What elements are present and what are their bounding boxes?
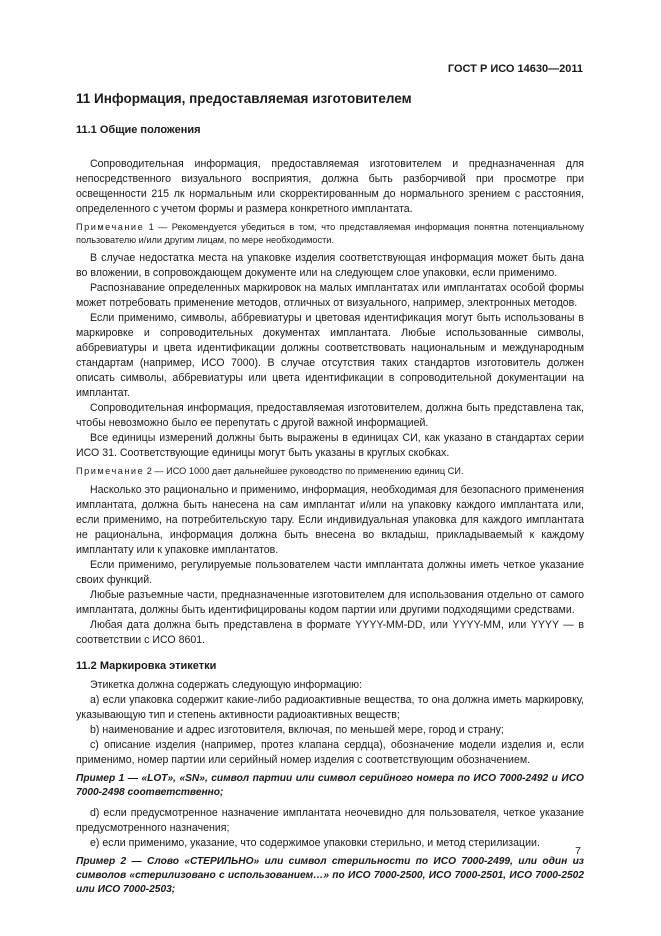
note-label: Примечание [76,466,145,476]
note-text: 2 — ИСО 1000 дает дальнейшее руководство по применению единиц СИ. [144,466,464,476]
page-number: 7 [575,845,581,857]
paragraph-text: Сопроводительная информация, предоставляемая изготовителем и предназначенная для непосредственного визуального восприятия, должна быть разборчивой при просмотре при освещенности 215 лк нормальным или скорректированным до нормального зрением с расстояния, определенного с учетом формы и размера конкретного имплантата. [76,158,584,215]
paragraph: В случае недостатка места на упаковке изделия соответствующая информация может быть дана во вложении, в сопровождающем документе или на следующем слое упаковки, если применимо. [76,252,584,279]
list-item: е) если применимо, указание, что содержимое упаковки стерильно, и метод стерилизации. [90,836,540,849]
note-text: 1 — Рекомендуется убедиться в том, что представляемая информация понятна потенциальному пользователю и/или другим лицам, по мере необходимости. [76,222,584,245]
paragraph: Сопроводительная информация, предоставляемая изготовителем, должна быть представлена так, чтобы невозможно было ее перепутать с другой важной информацией. [76,402,584,429]
paragraph: Любая дата должна быть представлена в формате YYYY-MM-DD, или YYYY-MM, или YYYY — в соответствии с ИСО 8601. [76,618,584,646]
paragraph: Если применимо, символы, аббревиатуры и цветовая идентификация могут быть использованы в маркировке и сопроводительных документах имплантата. Любые использованные символы, аббревиатуры и цвета идентификации должны соответствовать национальным и международным стандартам (например, ИСО 7000). В случае отсутствия таких стандартов изготовитель должен описать символы, аббревиатуры или цвета идентификации в сопроводительной документации на имплантат. [76,312,584,399]
standard-id: ГОСТ Р ИСО 14630—2011 [447,63,583,75]
paragraph [76,142,584,217]
list-item: а) если упаковка содержит какие-либо радиоактивные вещества, то она должна иметь маркировку, указывающую тип и степень активности радиоактивных веществ; [76,693,584,721]
note [76,465,584,478]
section-title: 11 Информация, предоставляемая изготовителем [76,91,412,106]
subsection-title: 11.1 Общие положения [76,124,201,136]
paragraph: Любые разъемные части, предназначенные изготовителем для использования отдельно от самого имплантата, должны быть идентифицированы кодом партии или другими подходящими средствами. [76,588,584,616]
note-label: Примечание [76,222,145,232]
paragraph: Если применимо, регулируемые пользователем части имплантата должны иметь четкое указание своих функций. [76,558,584,586]
content [76,91,584,903]
note [76,221,584,246]
list-item: b) наименование и адрес изготовителя, включая, по меньшей мере, город и страну; [90,723,504,736]
example: Пример 2 — Слово «СТЕРИЛЬНО» или символ стерильности по ИСО 7000-2499, или один из символов «стерилизовано с использованием…» по ИСО 7000-2500, ИСО 7000-2501, ИСО 7000-2502 или ИСО 7000-2503; [76,855,584,895]
paragraph: Насколько это рационально и применимо, информация, необходимая для безопасного применения имплантата, должна быть нанесена на сам имплантат и/или на упаковку каждого имплантата или, если применимо, на потребительскую тару. Если индивидуальная упаковка для каждого имплантата не рациональна, информация должна быть внесена во вкладыш, прикладываемый к каждому имплантату или к упаковке имплантатов. [76,483,584,556]
paragraph: Все единицы измерений должны быть выражены в единицах СИ, как указано в стандартах серии ИСО 31. Соответствующие единицы могут быть указаны в круглых скобках. [76,432,584,459]
paragraph: Этикетка должна содержать следующую информацию: [90,678,363,691]
list-item: d) если предусмотренное назначение имплантата неочевидно для пользователя, четкое указание предусмотренного назначения; [76,806,584,834]
example: Пример 1 — «LOT», «SN», символ партии или символ серийного номера по ИСО 7000-2492 и ИСО 7000-2498 соответственно; [76,772,584,798]
subsection-title: 11.2 Маркировка этикетки [76,659,217,672]
paragraph: Распознавание определенных маркировок на малых имплантатах или имплантатах особой формы может потребовать применение методов, отличных от визуального, например, электронных методов. [76,282,584,309]
list-item: с) описание изделия (например, протез клапана сердца), обозначение модели изделия и, если применимо, номер партии или серийный номер изделия с соответствующим обозначением. [76,738,584,766]
